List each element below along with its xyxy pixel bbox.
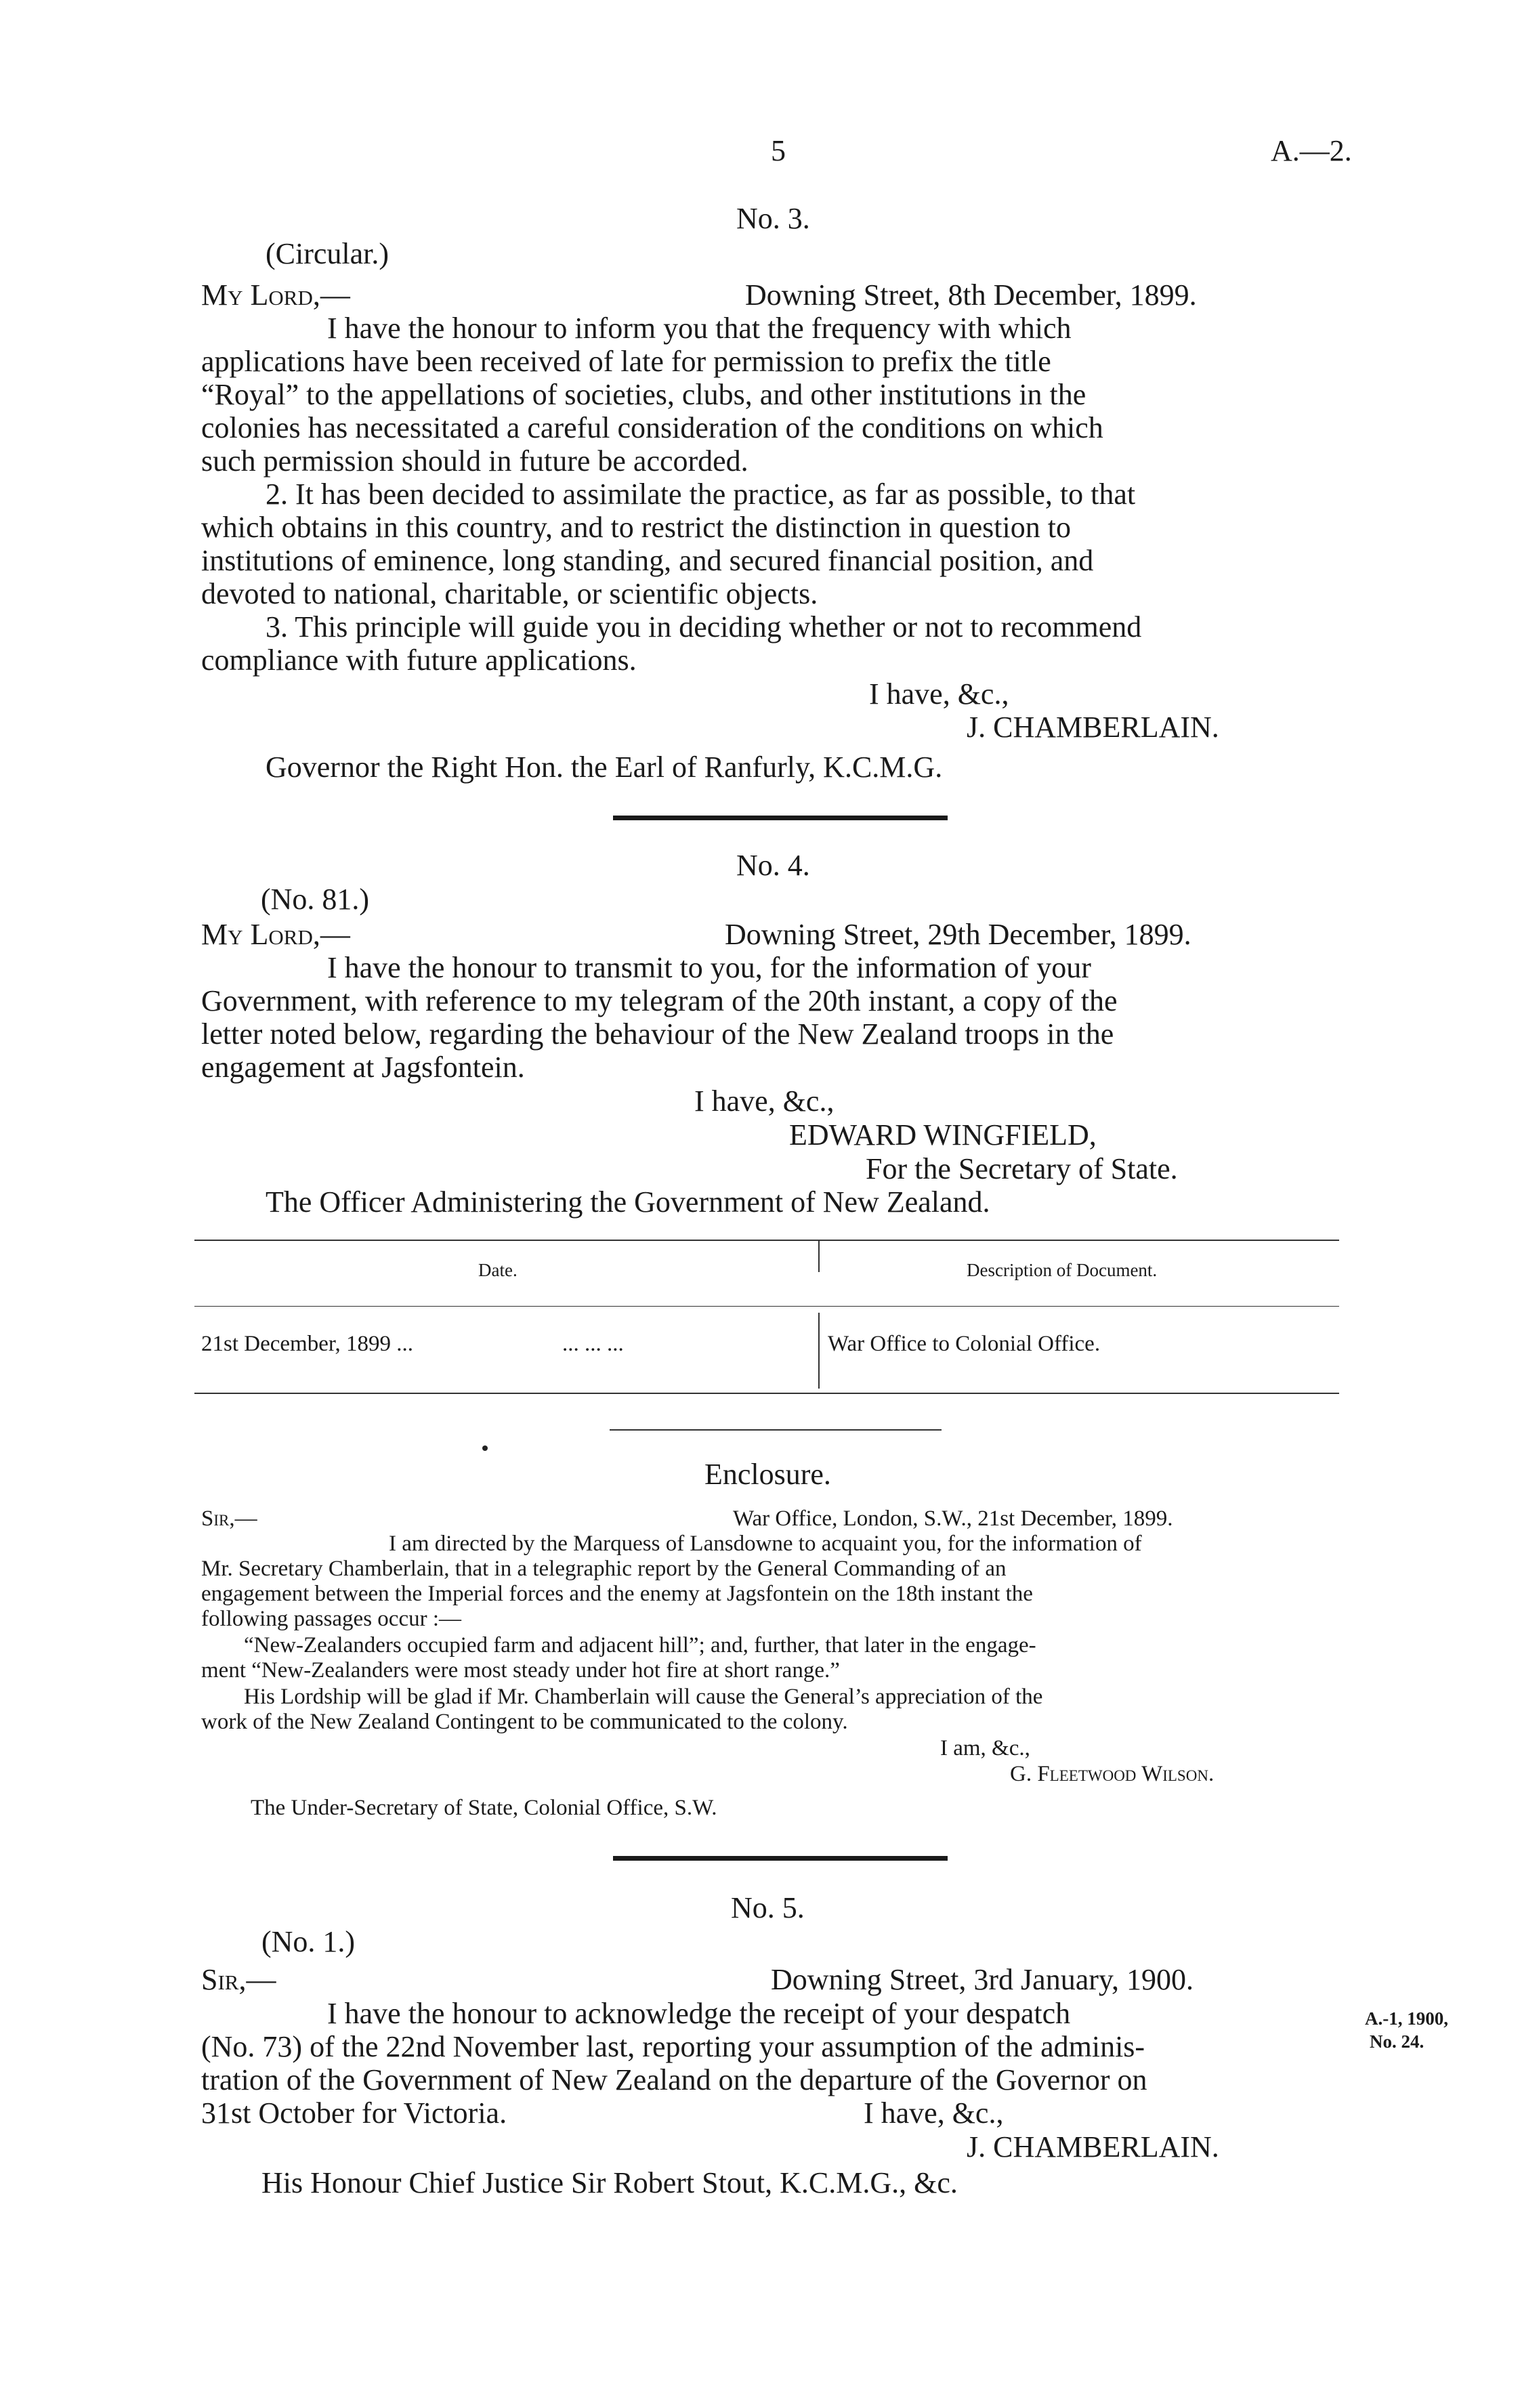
paragraph-line: I have the honour to transmit to you, for the information of your	[327, 951, 1091, 984]
paragraph-line: engagement at Jagsfontein.	[201, 1051, 525, 1084]
despatch-number: No. 4.	[736, 849, 810, 882]
place-date: Downing Street, 3rd January, 1900.	[771, 1963, 1194, 1996]
place-date: War Office, London, S.W., 21st December, 1899.	[733, 1506, 1173, 1531]
place-date: Downing Street, 29th December, 1899.	[725, 918, 1191, 951]
paragraph-line: Mr. Secretary Chamberlain, that in a telegraphic report by the General Commanding of an	[201, 1557, 1007, 1581]
paragraph-line: His Lordship will be glad if Mr. Chamberlain will cause the General’s appreciation of the	[244, 1685, 1043, 1709]
paragraph-line: tration of the Government of New Zealand on the departure of the Governor on	[201, 2063, 1147, 2096]
document-reference: A.—2.	[1271, 134, 1352, 167]
table-cell-description: War Office to Colonial Office.	[828, 1332, 1101, 1356]
paragraph-line: (No. 73) of the 22nd November last, reporting your assumption of the adminis-	[201, 2030, 1145, 2063]
paragraph-line: such permission should in future be accorded.	[201, 444, 748, 478]
paragraph-line: engagement between the Imperial forces and the enemy at Jagsfontein on the 18th instant the	[201, 1582, 1033, 1606]
paragraph-line: 31st October for Victoria.	[201, 2096, 507, 2130]
addressee: His Honour Chief Justice Sir Robert Stout, K.C.M.G., &c.	[261, 2166, 958, 2199]
ink-dot	[482, 1445, 488, 1451]
closing: I am, &c.,	[940, 1736, 1030, 1760]
table-cell-leaders: ... ... ...	[562, 1332, 624, 1356]
closing: I have, &c.,	[694, 1084, 835, 1118]
signature: G. Fleetwood Wilson.	[1010, 1762, 1215, 1786]
paragraph-line: I am directed by the Marquess of Lansdowne to acquaint you, for the information of	[389, 1532, 1142, 1556]
paragraph-line: I have the honour to acknowledge the receipt of your despatch	[327, 1997, 1071, 2030]
paragraph-line: letter noted below, regarding the behaviour of the New Zealand troops in the	[201, 1017, 1114, 1051]
paragraph-line: 2. It has been decided to assimilate the practice, as far as possible, to that	[266, 478, 1136, 511]
paragraph-line: ment “New-Zealanders were most steady under hot fire at short range.”	[201, 1658, 840, 1683]
despatch-type: (No. 81.)	[261, 883, 370, 916]
salutation: Sir,—	[201, 1963, 276, 1996]
table-header-date: Date.	[478, 1260, 518, 1280]
paragraph-line: devoted to national, charitable, or scientific objects.	[201, 577, 818, 610]
despatch-number: No. 5.	[731, 1891, 805, 1924]
despatch-type: (Circular.)	[266, 237, 389, 270]
paragraph-line: applications have been received of late for permission to prefix the title	[201, 345, 1051, 378]
paragraph-line: 3. This principle will guide you in deciding whether or not to recommend	[266, 610, 1142, 643]
table-column-divider	[818, 1240, 820, 1272]
salutation: Sir,—	[201, 1506, 257, 1531]
paragraph-line: compliance with future applications.	[201, 643, 637, 677]
closing: I have, &c.,	[864, 2096, 1004, 2130]
table-cell-date: 21st December, 1899 ...	[201, 1332, 414, 1356]
paragraph-line: “New-Zealanders occupied farm and adjacent hill”; and, further, that later in the engage-	[244, 1633, 1036, 1657]
table-bottom-rule	[194, 1393, 1339, 1394]
margin-note: A.-1, 1900,	[1365, 2008, 1448, 2029]
signature: J. CHAMBERLAIN.	[967, 2130, 1219, 2163]
addressee: Governor the Right Hon. the Earl of Ranfurly, K.C.M.G.	[266, 751, 943, 784]
section-divider	[613, 1856, 948, 1861]
table-header-rule	[194, 1306, 1339, 1307]
paragraph-line: I have the honour to inform you that the frequency with which	[327, 312, 1072, 345]
enclosure-divider	[610, 1429, 942, 1431]
signature: J. CHAMBERLAIN.	[967, 711, 1219, 744]
closing: I have, &c.,	[869, 677, 1009, 711]
despatch-type: (No. 1.)	[261, 1925, 356, 1958]
paragraph-line: work of the New Zealand Contingent to be communicated to the colony.	[201, 1710, 848, 1734]
salutation: My Lord,—	[201, 918, 350, 951]
page-number: 5	[771, 134, 786, 167]
signature-role: For the Secretary of State.	[866, 1152, 1178, 1185]
addressee: The Officer Administering the Government of New Zealand.	[266, 1185, 990, 1219]
table-top-rule	[194, 1240, 1339, 1241]
despatch-number: No. 3.	[736, 202, 810, 235]
margin-note: No. 24.	[1370, 2031, 1424, 2052]
addressee: The Under-Secretary of State, Colonial Office, S.W.	[251, 1796, 717, 1820]
place-date: Downing Street, 8th December, 1899.	[745, 278, 1197, 312]
section-divider	[613, 816, 948, 820]
paragraph-line: colonies has necessitated a careful consideration of the conditions on which	[201, 411, 1103, 444]
paragraph-line: “Royal” to the appellations of societies, clubs, and other institutions in the	[201, 378, 1086, 411]
enclosure-title: Enclosure.	[704, 1458, 831, 1491]
signature: EDWARD WINGFIELD,	[789, 1118, 1097, 1152]
table-column-divider	[818, 1313, 820, 1389]
salutation: My Lord,—	[201, 278, 350, 312]
paragraph-line: which obtains in this country, and to restrict the distinction in question to	[201, 511, 1071, 544]
table-header-description: Description of Document.	[967, 1260, 1158, 1280]
paragraph-line: institutions of eminence, long standing, and secured financial position, and	[201, 544, 1094, 577]
paragraph-line: Government, with reference to my telegram of the 20th instant, a copy of the	[201, 984, 1118, 1017]
paragraph-line: following passages occur :—	[201, 1607, 461, 1631]
